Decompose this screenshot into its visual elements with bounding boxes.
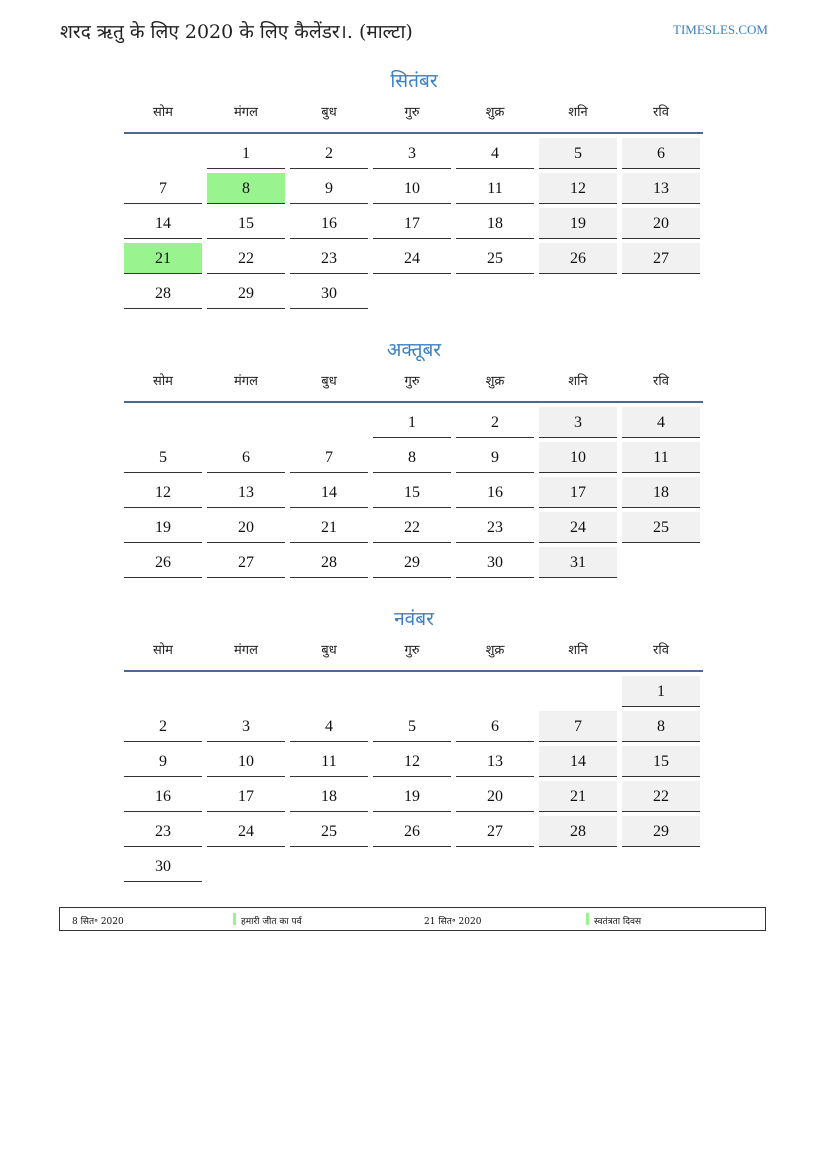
day-cell: 11	[456, 173, 534, 204]
day-cell: 12	[539, 173, 617, 204]
day-cell: 6	[456, 711, 534, 742]
day-cell: 13	[207, 477, 285, 508]
weekday-label: शुक्र	[485, 105, 505, 120]
day-cell: 15	[207, 208, 285, 239]
empty-cell	[539, 676, 617, 707]
day-cell: 5	[373, 711, 451, 742]
day-cell: 28	[290, 547, 368, 578]
weekday-label: शनि	[568, 105, 588, 120]
day-cell: 23	[124, 816, 202, 847]
day-cell: 22	[207, 243, 285, 274]
weekday-label: शनि	[568, 643, 588, 658]
empty-cell	[290, 676, 368, 707]
holiday-marker	[586, 913, 589, 925]
day-cell: 30	[124, 851, 202, 882]
day-cell: 7	[124, 173, 202, 204]
weekday-label: बुध	[321, 105, 337, 120]
day-cell: 19	[539, 208, 617, 239]
day-cell: 27	[207, 547, 285, 578]
day-cell: 3	[539, 407, 617, 438]
day-cell: 26	[124, 547, 202, 578]
day-cell: 2	[290, 138, 368, 169]
header-rule	[124, 132, 703, 134]
day-cell: 30	[290, 278, 368, 309]
weekday-label: रवि	[653, 643, 669, 658]
month-title: सितंबर	[390, 70, 438, 92]
legend-date: 21 सित॰ 2020	[424, 917, 482, 927]
day-cell: 6	[622, 138, 700, 169]
empty-cell	[124, 138, 202, 169]
weekday-label: सोम	[153, 105, 173, 120]
day-cell: 20	[207, 512, 285, 543]
day-cell: 13	[622, 173, 700, 204]
legend-date: 8 सित॰ 2020	[72, 917, 124, 927]
weekday-label: शुक्र	[485, 374, 505, 389]
day-cell: 30	[456, 547, 534, 578]
month-november	[124, 604, 704, 882]
day-cell: 27	[622, 243, 700, 274]
weekday-label: सोम	[153, 374, 173, 389]
day-cell: 20	[622, 208, 700, 239]
day-cell: 11	[622, 442, 700, 473]
header-rule	[124, 401, 703, 403]
day-cell: 3	[373, 138, 451, 169]
day-cell: 29	[207, 278, 285, 309]
holiday-day-cell: 8	[207, 173, 285, 204]
weekday-header	[124, 369, 704, 401]
page-title: शरद ऋतु के लिए 2020 के लिए कैलेंडर।. (माल्टा)	[60, 21, 413, 43]
day-cell: 23	[456, 512, 534, 543]
day-cell: 24	[207, 816, 285, 847]
weekday-label: मंगल	[234, 105, 258, 120]
empty-cell	[124, 676, 202, 707]
day-cell: 26	[539, 243, 617, 274]
empty-cell	[207, 407, 285, 438]
day-cell: 10	[539, 442, 617, 473]
day-cell: 20	[456, 781, 534, 812]
day-cell: 7	[539, 711, 617, 742]
empty-cell	[290, 407, 368, 438]
holiday-marker	[233, 913, 236, 925]
empty-cell	[124, 407, 202, 438]
day-cell: 10	[373, 173, 451, 204]
day-cell: 14	[539, 746, 617, 777]
weekday-label: सोम	[153, 643, 173, 658]
day-cell: 27	[456, 816, 534, 847]
day-cell: 29	[622, 816, 700, 847]
day-cell: 9	[290, 173, 368, 204]
day-cell: 15	[373, 477, 451, 508]
day-cell: 24	[539, 512, 617, 543]
header-rule	[124, 670, 703, 672]
day-cell: 18	[290, 781, 368, 812]
empty-cell	[207, 676, 285, 707]
day-cell: 8	[622, 711, 700, 742]
day-cell: 8	[373, 442, 451, 473]
day-cell: 3	[207, 711, 285, 742]
day-cell: 18	[622, 477, 700, 508]
day-cell: 4	[456, 138, 534, 169]
day-cell: 17	[539, 477, 617, 508]
day-cell: 22	[373, 512, 451, 543]
holiday-day-cell: 21	[124, 243, 202, 274]
weekday-label: रवि	[653, 374, 669, 389]
day-cell: 13	[456, 746, 534, 777]
day-cell: 24	[373, 243, 451, 274]
weekday-label: शनि	[568, 374, 588, 389]
day-cell: 18	[456, 208, 534, 239]
day-cell: 21	[290, 512, 368, 543]
day-cell: 5	[539, 138, 617, 169]
day-cell: 22	[622, 781, 700, 812]
day-cell: 6	[207, 442, 285, 473]
day-cell: 5	[124, 442, 202, 473]
empty-cell	[373, 676, 451, 707]
day-grid	[124, 676, 704, 882]
day-cell: 9	[456, 442, 534, 473]
day-cell: 21	[539, 781, 617, 812]
day-cell: 25	[290, 816, 368, 847]
weekday-label: गुरु	[404, 105, 420, 120]
weekday-label: मंगल	[234, 643, 258, 658]
brand-link[interactable]: TIMESLES.COM	[673, 22, 768, 37]
day-cell: 23	[290, 243, 368, 274]
day-cell: 2	[456, 407, 534, 438]
day-cell: 4	[622, 407, 700, 438]
weekday-label: बुध	[321, 374, 337, 389]
day-grid	[124, 407, 704, 578]
day-cell: 14	[124, 208, 202, 239]
day-grid	[124, 138, 704, 309]
day-cell: 17	[373, 208, 451, 239]
weekday-label: शुक्र	[485, 643, 505, 658]
day-cell: 4	[290, 711, 368, 742]
day-cell: 29	[373, 547, 451, 578]
legend-holiday-name: हमारी जीत का पर्व	[241, 917, 302, 927]
day-cell: 1	[207, 138, 285, 169]
day-cell: 28	[124, 278, 202, 309]
month-october	[124, 335, 704, 578]
day-cell: 16	[290, 208, 368, 239]
weekday-header	[124, 100, 704, 132]
day-cell: 1	[373, 407, 451, 438]
day-cell: 26	[373, 816, 451, 847]
day-cell: 7	[290, 442, 368, 473]
weekday-label: मंगल	[234, 374, 258, 389]
day-cell: 28	[539, 816, 617, 847]
day-cell: 25	[622, 512, 700, 543]
month-title: अक्तूबर	[386, 339, 442, 361]
weekday-label: बुध	[321, 643, 337, 658]
day-cell: 1	[622, 676, 700, 707]
day-cell: 16	[124, 781, 202, 812]
legend-holiday-name: स्वतंत्रता दिवस	[594, 917, 642, 927]
weekday-header	[124, 638, 704, 670]
day-cell: 25	[456, 243, 534, 274]
day-cell: 15	[622, 746, 700, 777]
day-cell: 31	[539, 547, 617, 578]
day-cell: 14	[290, 477, 368, 508]
empty-cell	[456, 676, 534, 707]
day-cell: 19	[124, 512, 202, 543]
day-cell: 10	[207, 746, 285, 777]
day-cell: 19	[373, 781, 451, 812]
day-cell: 2	[124, 711, 202, 742]
day-cell: 16	[456, 477, 534, 508]
day-cell: 12	[373, 746, 451, 777]
month-september	[124, 66, 704, 309]
holiday-legend	[59, 907, 766, 931]
day-cell: 9	[124, 746, 202, 777]
day-cell: 12	[124, 477, 202, 508]
month-title: नवंबर	[394, 608, 434, 630]
weekday-label: गुरु	[404, 643, 420, 658]
weekday-label: रवि	[653, 105, 669, 120]
weekday-label: गुरु	[404, 374, 420, 389]
day-cell: 17	[207, 781, 285, 812]
day-cell: 11	[290, 746, 368, 777]
